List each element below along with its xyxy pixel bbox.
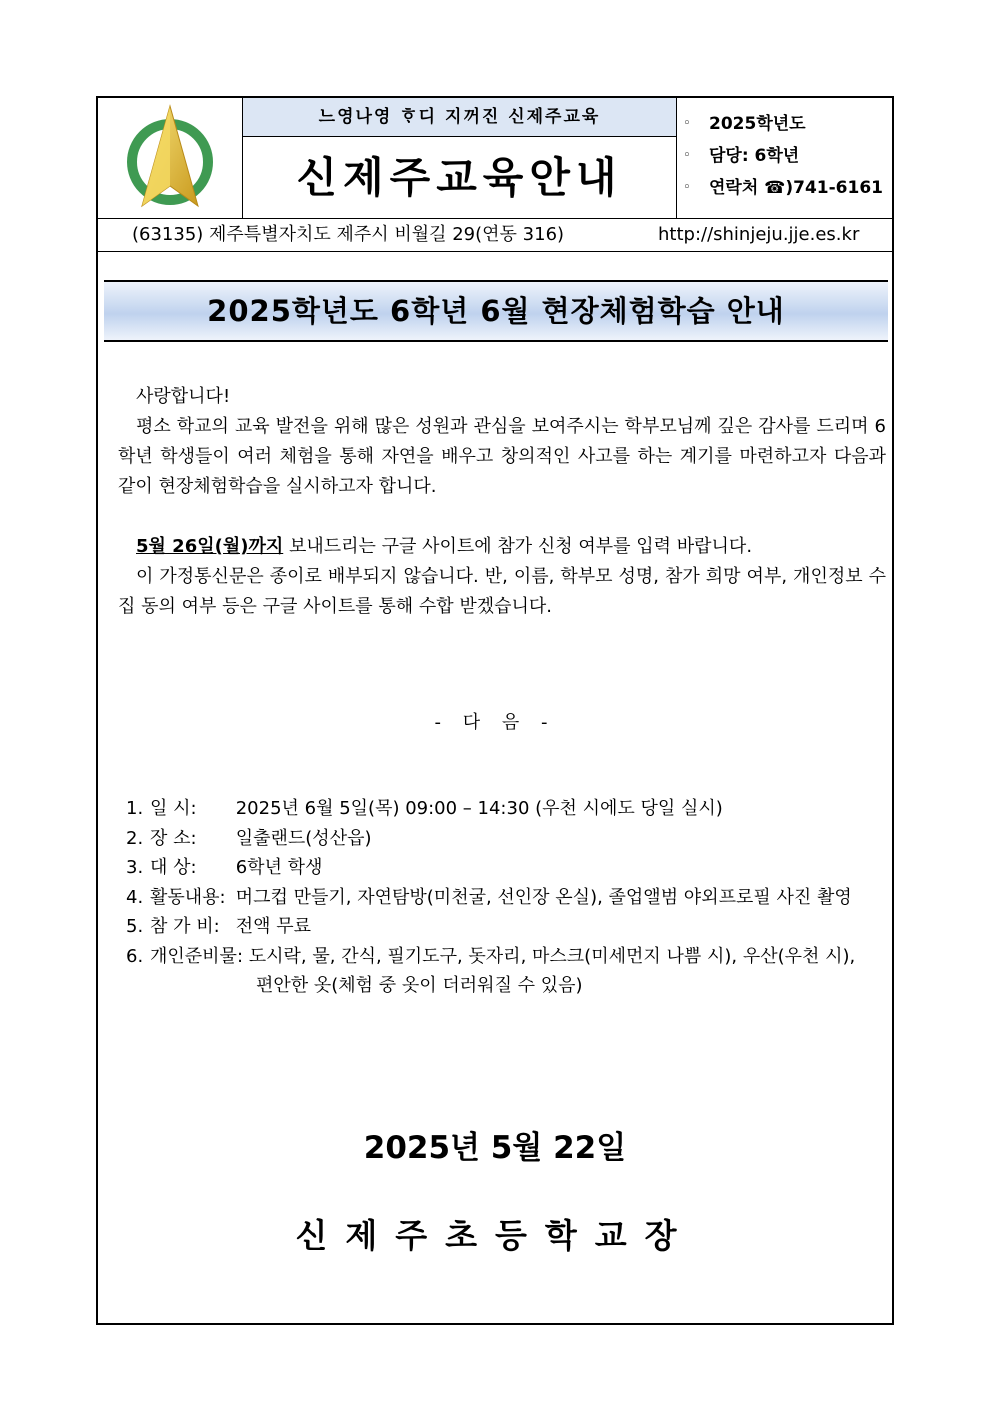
principal-signature: 신제주초등학교장 xyxy=(295,1216,695,1255)
letterhead xyxy=(98,98,892,219)
info-panel xyxy=(676,98,892,218)
list-item: 4. 활동내용: 머그컵 만들기, 자연탐방(미천굴, 선인장 온실), 졸업앨범 야외프로필 사진 촬영 xyxy=(126,886,852,908)
next-heading: - 다 음 - xyxy=(434,712,556,733)
logo-cell xyxy=(98,98,243,218)
school-emblem-icon xyxy=(118,102,222,214)
address-row xyxy=(98,219,892,252)
deadline-date: 5월 26일(월)까지 xyxy=(136,536,284,557)
school-address: (63135) 제주특별자치도 제주시 비월길 29(연동 316) xyxy=(132,224,565,245)
school-url[interactable]: http://shinjeju.jje.es.kr xyxy=(658,224,860,245)
list-item: 6. 개인준비물: 도시락, 물, 간식, 필기도구, 돗자리, 마스크(미세먼지 나쁨 시), 우산(우천 시), xyxy=(126,945,856,967)
list-item: 2. 장 소: 일출랜드(성산읍) xyxy=(126,827,372,849)
issue-date: 2025년 5월 22일 xyxy=(363,1130,627,1166)
document-title: 2025학년도 6학년 6월 현장체험학습 안내 xyxy=(104,280,888,342)
document-frame xyxy=(96,96,894,1325)
list-item: 1. 일 시: 2025년 6월 5일(목) 09:00 – 14:30 (우천 시에도 당일 실시) xyxy=(126,798,723,819)
list-item: 3. 대 상: 6학년 학생 xyxy=(126,857,323,878)
list-item: 5. 참 가 비: 전액 무료 xyxy=(126,916,312,937)
intro-paragraph: 평소 학교의 교육 발전을 위해 많은 성원과 관심을 보여주시는 학부모님께 깊은 감사를 드리며 6학년 학생들이 여러 체험을 통해 자연을 배우고 창의적인 사고를 하는 계기를 마련하고자 다음과 같이 현장체험학습을 실시하고자 합니다. xyxy=(118,416,886,497)
newsletter-title: 신제주교육안내 xyxy=(296,153,623,202)
notice-paragraph: 이 가정통신문은 종이로 배부되지 않습니다. 반, 이름, 학부모 성명, 참가 희망 여부, 개인정보 수집 동의 여부 등은 구글 사이트를 통해 수합 받겠습니다. xyxy=(118,566,886,617)
letter-body xyxy=(118,382,886,622)
details-list xyxy=(126,794,886,1000)
deadline-paragraph: 5월 26일(월)까지 보내드리는 구글 사이트에 참가 신청 여부를 입력 바랍니다. xyxy=(136,536,753,557)
info-teacher: ◦ 담당: 6학년 xyxy=(683,146,800,166)
list-item-continuation: 편안한 옷(체험 중 옷이 더러워질 수 있음) xyxy=(256,975,583,996)
slogan: 느영나영 ᄒᆞ디 지꺼진 신제주교육 xyxy=(243,98,676,137)
greeting: 사랑합니다! xyxy=(136,386,231,407)
info-contact: ◦ 연락처 ☎)741-6161 xyxy=(683,178,883,198)
info-year: ◦ 2025학년도 xyxy=(683,114,806,134)
